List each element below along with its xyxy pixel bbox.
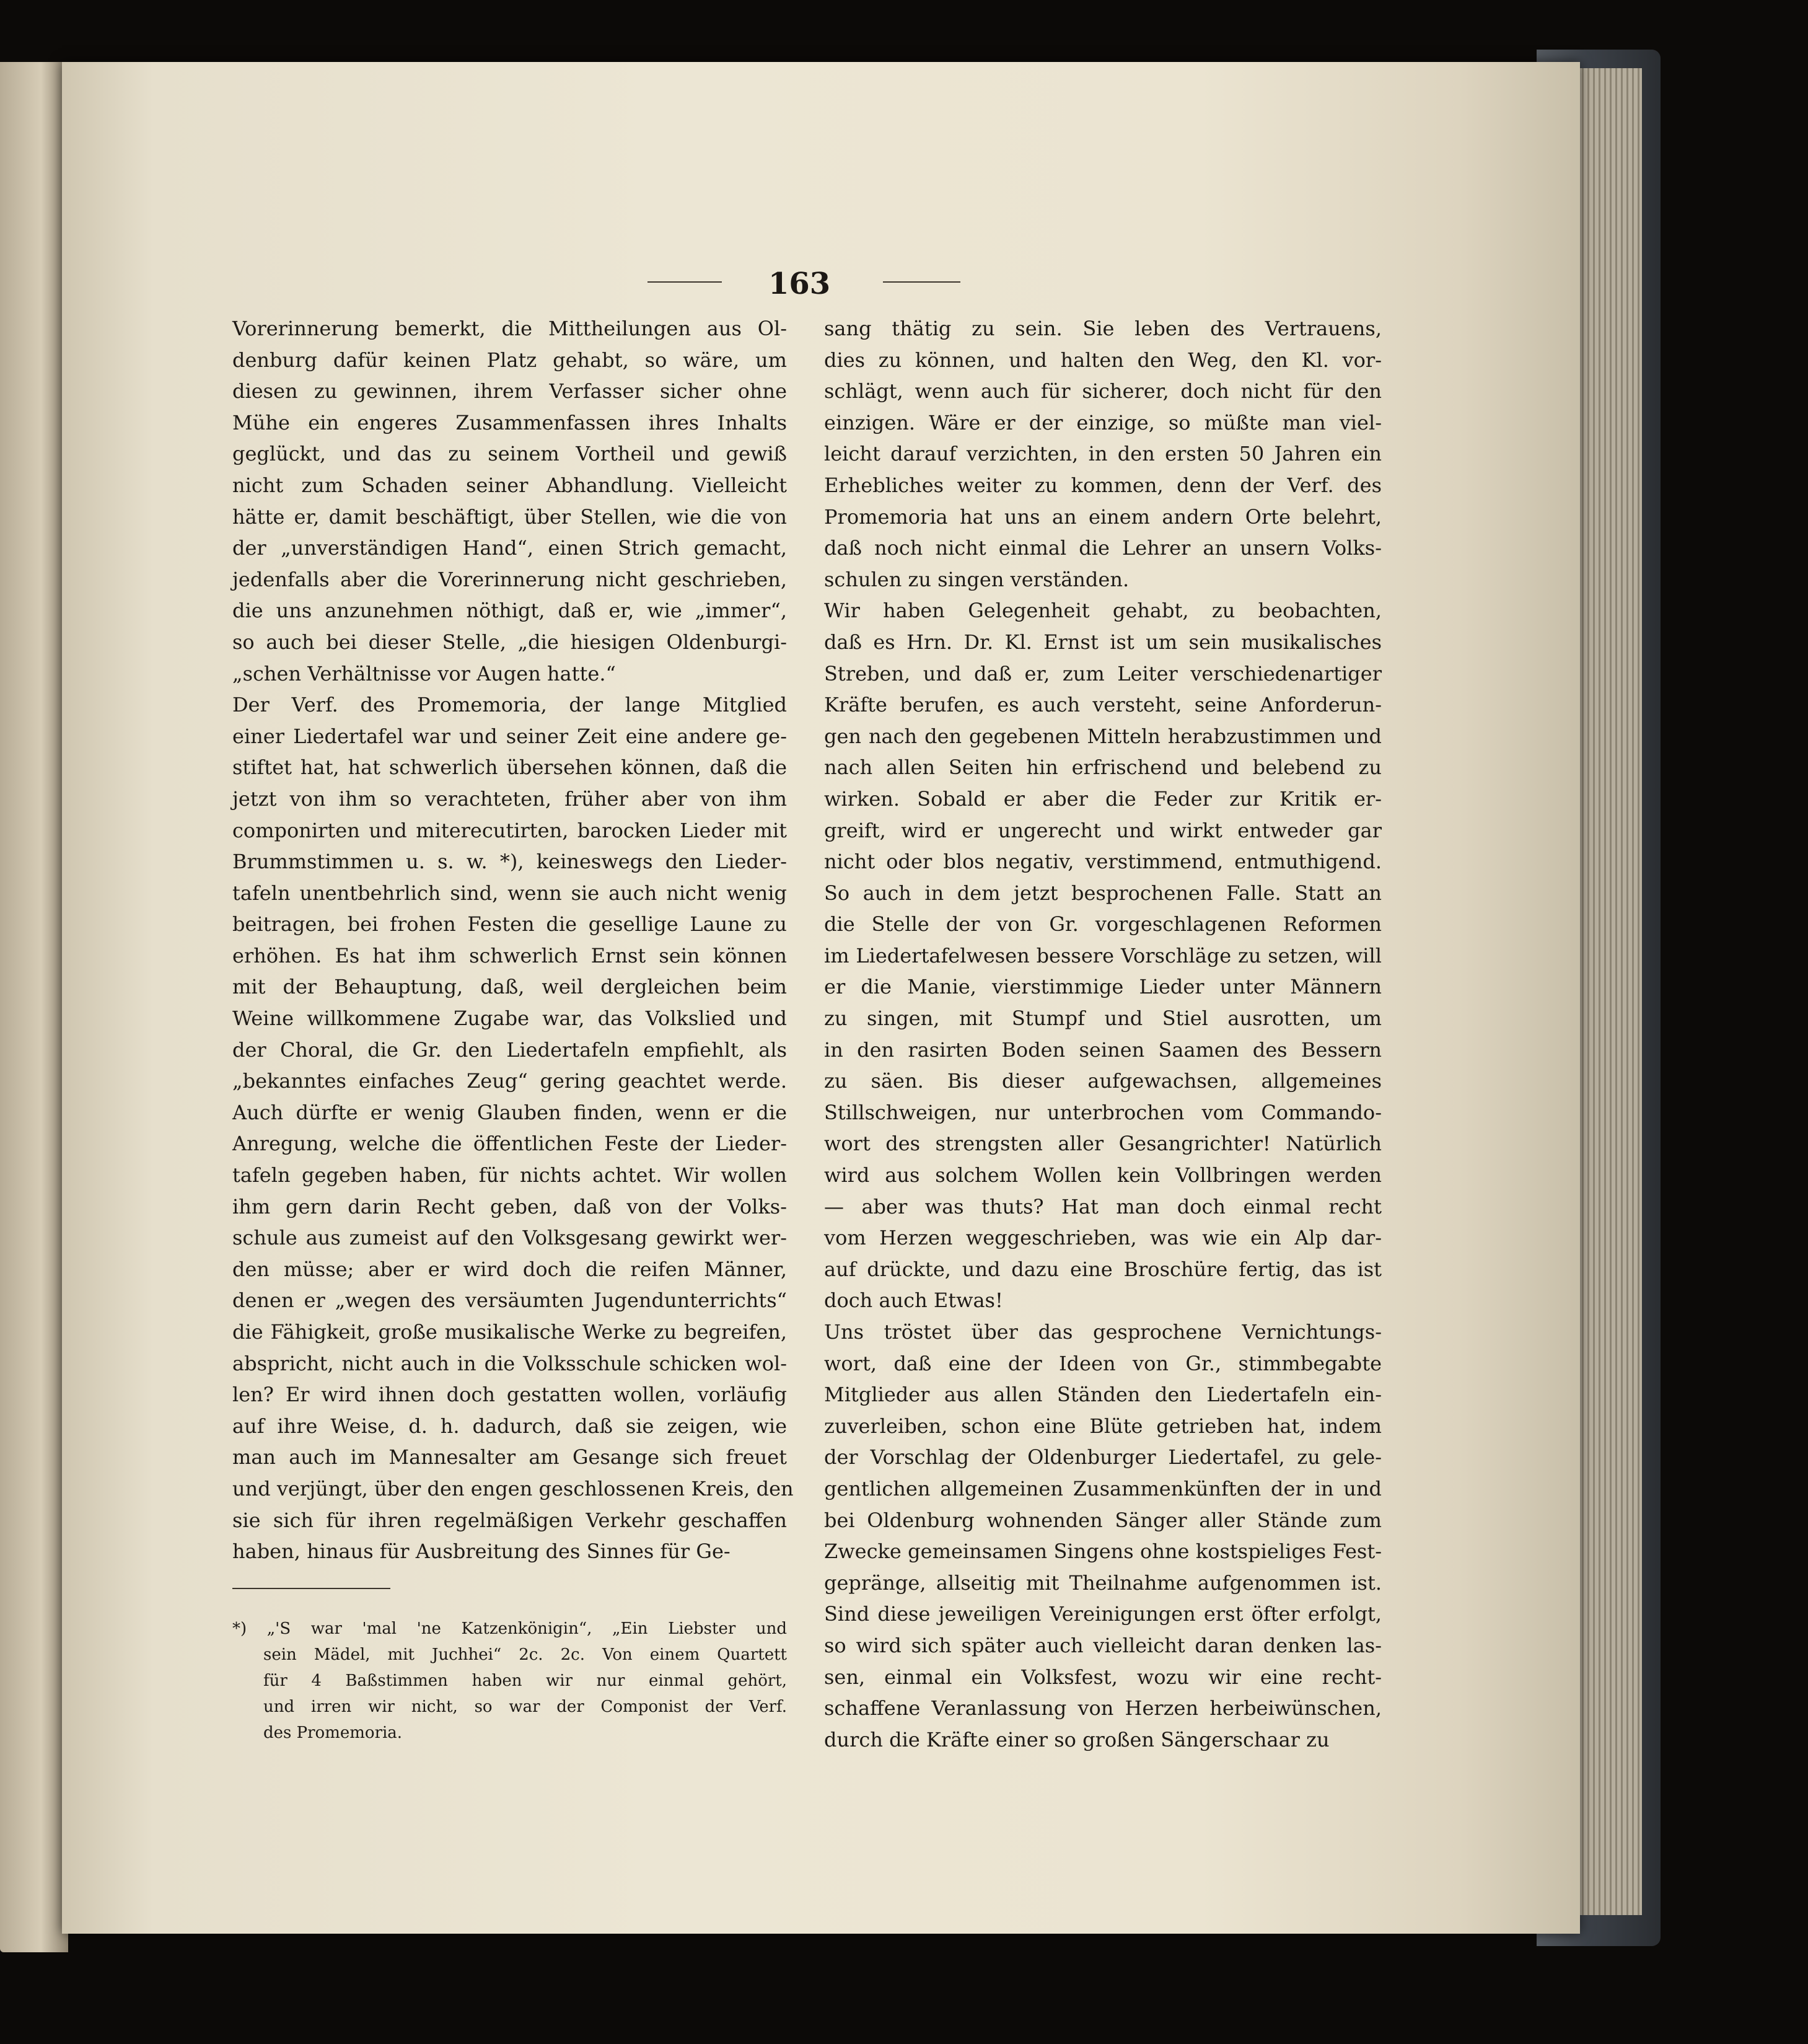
- text-line: die uns anzunehmen nöthigt, daß er, wie „immer“,: [232, 599, 787, 623]
- text-line: mit der Behauptung, daß, weil dergleichen beim: [232, 975, 787, 999]
- text-line: einer Liedertafel war und seiner Zeit eine andere ge-: [232, 724, 787, 748]
- text-line: vom Herzen weggeschrieben, was wie ein Alp dar-: [824, 1226, 1382, 1250]
- text-line: wirken. Sobald er aber die Feder zur Kritik er-: [824, 786, 1382, 811]
- text-line: des Promemoria.: [263, 1724, 403, 1742]
- left-column-text: [232, 313, 794, 1567]
- text-line: zu singen, mit Stumpf und Stiel ausrotten, um: [824, 1007, 1382, 1031]
- text-line: der Vorschlag der Oldenburger Liedertafel, zu gele-: [824, 1445, 1382, 1469]
- text-line: Mitglieder aus allen Ständen den Liedertafeln ein-: [824, 1383, 1382, 1407]
- text-line: Auch dürfte er wenig Glauben finden, wenn er die: [232, 1100, 787, 1124]
- text-line: wort des strengsten aller Gesangrichter! Natürlich: [824, 1132, 1382, 1156]
- text-line: nach allen Seiten hin erfrischend und belebend zu: [824, 755, 1382, 780]
- text-line: auf drückte, und dazu eine Broschüre fertig, das ist: [824, 1257, 1382, 1281]
- text-line: doch auch Etwas!: [824, 1289, 1003, 1313]
- text-line: hätte er, damit beschäftigt, über Stellen, wie die von: [232, 504, 787, 529]
- text-line: greift, wird er ungerecht und wirkt entweder gar: [824, 818, 1382, 842]
- text-line: so wird sich später auch vielleicht daran denken las-: [824, 1633, 1382, 1657]
- text-line: die Stelle der von Gr. vorgeschlagenen Reformen: [824, 912, 1382, 936]
- text-line: *) „'S war 'mal 'ne Katzenkönigin“, „Ein Liebster und: [232, 1619, 787, 1638]
- text-line: abspricht, nicht auch in die Volksschule schicken wol-: [232, 1351, 787, 1375]
- text-line: jetzt von ihm so verachteten, früher aber von ihm: [232, 786, 787, 811]
- text-line: Erhebliches weiter zu kommen, denn der Verf. des: [824, 473, 1382, 497]
- text-line: und irren wir nicht, so war der Componist der Verf.: [263, 1698, 787, 1716]
- text-line: „bekanntes einfaches Zeug“ gering geachtet werde.: [232, 1069, 787, 1093]
- text-line: stiftet hat, hat schwerlich übersehen können, daß die: [232, 755, 787, 780]
- text-line: der Choral, die Gr. den Liedertafeln empfiehlt, als: [232, 1037, 787, 1062]
- text-line: auf ihre Weise, d. h. dadurch, daß sie zeigen, wie: [232, 1414, 787, 1438]
- text-line: Uns tröstet über das gesprochene Vernichtungs-: [824, 1320, 1382, 1344]
- text-line: jedenfalls aber die Vorerinnerung nicht geschrieben,: [232, 567, 787, 591]
- text-line: sie sich für ihren regelmäßigen Verkehr geschaffen: [232, 1508, 787, 1532]
- text-line: haben, hinaus für Ausbreitung des Sinnes für Ge-: [232, 1540, 731, 1564]
- text-line: bei Oldenburg wohnenden Sänger aller Stände zum: [824, 1508, 1382, 1532]
- text-line: nicht zum Schaden seiner Abhandlung. Vielleicht: [232, 473, 787, 497]
- text-line: gepränge, allseitig mit Theilnahme aufgenommen ist.: [824, 1570, 1382, 1595]
- text-line: im Liedertafelwesen bessere Vorschläge zu setzen, will: [824, 943, 1382, 967]
- text-line: wird aus solchem Wollen kein Vollbringen werden: [824, 1163, 1382, 1187]
- text-line: „schen Verhältnisse vor Augen hatte.“: [232, 661, 616, 685]
- text-line: Der Verf. des Promemoria, der lange Mitglied: [232, 693, 787, 717]
- text-line: schule aus zumeist auf den Volksgesang gewirkt wer-: [232, 1226, 787, 1250]
- text-line: componirten und miterecutirten, barocken Lieder mit: [232, 818, 787, 842]
- text-line: So auch in dem jetzt besprochenen Falle. Statt an: [824, 881, 1382, 905]
- text-line: einzigen. Wäre er der einzige, so müßte man viel-: [824, 410, 1382, 434]
- text-line: er die Manie, vierstimmige Lieder unter Männern: [824, 975, 1382, 999]
- text-line: Mühe ein engeres Zusammenfassen ihres Inhalts: [232, 410, 787, 434]
- text-line: Kräfte berufen, es auch versteht, seine Anforderun-: [824, 693, 1382, 717]
- text-line: gentlichen allgemeinen Zusammenkünften der in und: [824, 1476, 1382, 1500]
- text-line: durch die Kräfte einer so großen Sängerschaar zu: [824, 1727, 1330, 1751]
- text-line: erhöhen. Es hat ihm schwerlich Ernst sein können: [232, 943, 787, 967]
- text-line: der „unverständigen Hand“, einen Strich gemacht,: [232, 536, 787, 560]
- text-line: Brummstimmen u. s. w. *), keineswegs den Lieder-: [232, 850, 787, 874]
- text-line: schlägt, wenn auch für sicherer, doch nicht für den: [824, 379, 1382, 403]
- text-line: in den rasirten Boden seinen Saamen des Bessern: [824, 1037, 1382, 1062]
- text-line: für 4 Baßstimmen haben wir nur einmal gehört,: [263, 1672, 787, 1690]
- text-line: man auch im Mannesalter am Gesange sich freuet: [232, 1445, 787, 1469]
- text-line: wort, daß eine der Ideen von Gr., stimmbegabte: [824, 1351, 1382, 1375]
- text-line: denburg dafür keinen Platz gehabt, so wäre, um: [232, 348, 787, 372]
- text-line: — aber was thuts? Hat man doch einmal recht: [824, 1194, 1382, 1218]
- text-line: zuverleiben, schon eine Blüte getrieben hat, indem: [824, 1414, 1382, 1438]
- page-number: 163: [768, 267, 831, 301]
- text-line: daß noch nicht einmal die Lehrer an unsern Volks-: [824, 536, 1382, 560]
- text-line: zu säen. Bis dieser aufgewachsen, allgemeines: [824, 1069, 1382, 1093]
- text-line: schaffene Veranlassung von Herzen herbeiwünschen,: [824, 1696, 1382, 1720]
- text-line: daß es Hrn. Dr. Kl. Ernst ist um sein musikalisches: [824, 630, 1382, 654]
- footnote-rule: [232, 1588, 390, 1589]
- text-line: Sind diese jeweiligen Vereinigungen erst öfter erfolgt,: [824, 1602, 1382, 1626]
- left-page-edge: [0, 62, 68, 1952]
- right-column-text: [824, 313, 1382, 1755]
- text-line: Stillschweigen, nur unterbrochen vom Commando-: [824, 1100, 1382, 1124]
- page-number-rule-right: [883, 281, 960, 283]
- text-line: und verjüngt, über den engen geschlossenen Kreis, den: [232, 1476, 794, 1500]
- text-line: Promemoria hat uns an einem andern Orte belehrt,: [824, 504, 1382, 529]
- text-line: Wir haben Gelegenheit gehabt, zu beobachten,: [824, 599, 1382, 623]
- text-line: ihm gern darin Recht geben, daß von der Volks-: [232, 1194, 787, 1218]
- text-line: so auch bei dieser Stelle, „die hiesigen Oldenburgi-: [232, 630, 787, 654]
- text-line: sang thätig zu sein. Sie leben des Vertrauens,: [824, 317, 1382, 340]
- text-line: gen nach den gegebenen Mitteln herabzustimmen und: [824, 724, 1382, 748]
- page-number-rule-left: [647, 281, 722, 283]
- text-line: nicht oder blos negativ, verstimmend, entmuthigend.: [824, 850, 1382, 874]
- footnote: [232, 1616, 787, 1746]
- text-line: sen, einmal ein Volksfest, wozu wir eine recht-: [824, 1665, 1382, 1689]
- text-line: schulen zu singen verständen.: [824, 567, 1130, 591]
- text-line: tafeln gegeben haben, für nichts achtet. Wir wollen: [232, 1163, 787, 1187]
- text-line: dies zu können, und halten den Weg, den Kl. vor-: [824, 348, 1382, 372]
- text-line: tafeln unentbehrlich sind, wenn sie auch nicht wenig: [232, 881, 787, 905]
- text-line: sein Mädel, mit Juchhei“ 2c. 2c. Von einem Quartett: [263, 1645, 787, 1664]
- text-line: Zwecke gemeinsamen Singens ohne kostspieliges Fest-: [824, 1540, 1382, 1564]
- text-line: beitragen, bei frohen Festen die gesellige Laune zu: [232, 912, 787, 936]
- text-line: leicht darauf verzichten, in den ersten 50 Jahren ein: [824, 442, 1382, 466]
- text-line: Streben, und daß er, zum Leiter verschiedenartiger: [824, 661, 1382, 685]
- text-line: Vorerinnerung bemerkt, die Mittheilungen aus Ol-: [232, 317, 787, 340]
- text-line: Weine willkommene Zugabe war, das Volkslied und: [232, 1007, 787, 1031]
- text-line: denen er „wegen des versäumten Jugendunterrichts“: [232, 1289, 787, 1313]
- text-line: len? Er wird ihnen doch gestatten wollen, vorläufig: [232, 1383, 787, 1407]
- text-line: die Fähigkeit, große musikalische Werke zu begreifen,: [232, 1320, 787, 1344]
- text-line: den müsse; aber er wird doch die reifen Männer,: [232, 1257, 787, 1281]
- text-line: geglückt, und das zu seinem Vortheil und gewiß: [232, 442, 787, 466]
- text-line: Anregung, welche die öffentlichen Feste der Lieder-: [232, 1132, 787, 1156]
- text-line: diesen zu gewinnen, ihrem Verfasser sicher ohne: [232, 379, 787, 403]
